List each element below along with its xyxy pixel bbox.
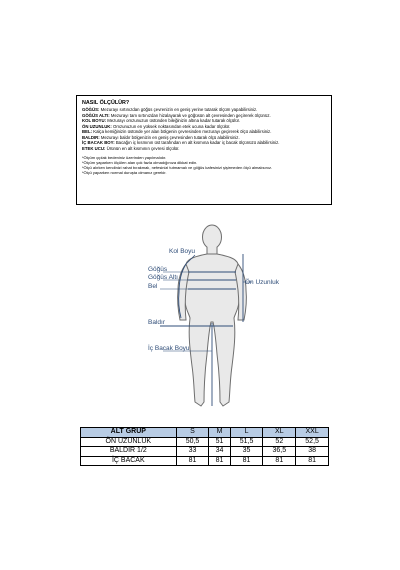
- table-cell: 52: [263, 437, 296, 447]
- label-gogus: Göğüs: [148, 266, 168, 273]
- table-cell: 81: [209, 456, 230, 466]
- figure-head: [203, 225, 222, 249]
- table-cell: 81: [263, 456, 296, 466]
- guide-note: *Ölçüm çıplak bedeniniz üzerinden yapılmalıdır.: [82, 155, 167, 161]
- guide-line-gogus-alti: GÖĞÜS ALTI: Mezurayı tam sırtınızdan hizalayarak ve göğüsün alt çevresinden geçirerek ölçünüz.: [82, 112, 271, 118]
- table-cell: 51: [209, 437, 230, 447]
- table-cell: 33: [176, 447, 209, 457]
- table-cell: 38: [296, 447, 329, 457]
- table-cell: 35: [230, 447, 263, 457]
- table-header-cell: L: [230, 428, 263, 438]
- table-cell: 81: [296, 456, 329, 466]
- guide-title: NASIL ÖLÇÜLÜR?: [82, 100, 130, 106]
- table-row-label: ÖN UZUNLUK: [81, 437, 177, 447]
- guide-line-on-uzunluk: ÖN UZUNLUK: Omzunuzun en yüksek noktasından etek ucuna kadar ölçülür.: [82, 123, 231, 129]
- table-header-row: [81, 428, 329, 438]
- body-measurement-figure: [0, 210, 400, 420]
- table-header-cell: M: [209, 428, 230, 438]
- table-cell: 50,5: [176, 437, 209, 447]
- measurement-guide: [76, 95, 332, 205]
- figure-neck: [207, 247, 217, 254]
- guide-line-baldir: BALDIR: Mezurayı baldır bölgenizin en geniş çevresinden tutarak ölçü alabilirsiniz.: [82, 134, 240, 140]
- label-baldir: Baldır: [148, 319, 165, 326]
- body-silhouette-illustration: [0, 210, 400, 420]
- table-row: [81, 437, 329, 447]
- table-row-label: İÇ BACAK: [81, 456, 177, 466]
- table-header-cell: ALT GRUP: [81, 428, 177, 438]
- size-table: [80, 427, 329, 466]
- table-cell: 52,5: [296, 437, 329, 447]
- label-ic-bacak-boyu: İç Bacak Boyu: [148, 345, 190, 352]
- guide-note: *Ölçü alırken kendinizi rahat bırakmalı, nefesinizi tutmamalı ve göğüs kafesinizi şişirmeden ölçü almalısınız.: [82, 165, 273, 171]
- table-header-cell: S: [176, 428, 209, 438]
- table-row: [81, 456, 329, 466]
- table-cell: 81: [230, 456, 263, 466]
- table-cell: 34: [209, 447, 230, 457]
- table-header-cell: XXL: [296, 428, 329, 438]
- guide-line-kol-boyu: KOL BOYU: Mezurayı omzunuzun üstünden bileğinizin altına kadar tutarak ölçülür.: [82, 118, 241, 124]
- label-bel: Bel: [148, 283, 158, 290]
- label-kol-boyu: Kol Boyu: [169, 248, 196, 255]
- guide-line-bel: BEL: Kalça kemiğinizin üstünde yer alan bölgenin çevresinden mezurayı geçirerek ölçü alabilirsiniz.: [82, 129, 272, 135]
- table-row-label: BALDIR 1/2: [81, 447, 177, 457]
- label-on-uzunluk: Ön Uzunluk: [245, 279, 279, 286]
- label-gogus-alti: Göğüs Altı: [148, 274, 178, 281]
- guide-note: *Ölçüm yaparken ölçülen alan çok fazla olmadığınıza dikkat edin.: [82, 160, 198, 166]
- table-cell: 36,5: [263, 447, 296, 457]
- guide-line-etek-ucu: ETEK UCU: Ürünün en alt kısmının çevresi ölçülür.: [82, 145, 180, 151]
- guide-note: *Ölçü yaparken normal duruşta olmanız gerekir.: [82, 170, 167, 176]
- table-cell: 51,5: [230, 437, 263, 447]
- table-header-cell: XL: [263, 428, 296, 438]
- guide-line-ic-bacak-boy: İÇ BACAK BOY: Bacağın iç kısmının üst tarafından en alt kısmına kadar iç bacak ölçünüzü alabilirsiniz.: [82, 140, 280, 146]
- guide-line-gogus: GÖĞÜS: Mezurayı sırtınızdan göğüs çevrenizin en geniş yerine tutarak ölçüm yapabilirsiniz.: [82, 107, 258, 113]
- table-row: [81, 447, 329, 457]
- table-cell: 81: [176, 456, 209, 466]
